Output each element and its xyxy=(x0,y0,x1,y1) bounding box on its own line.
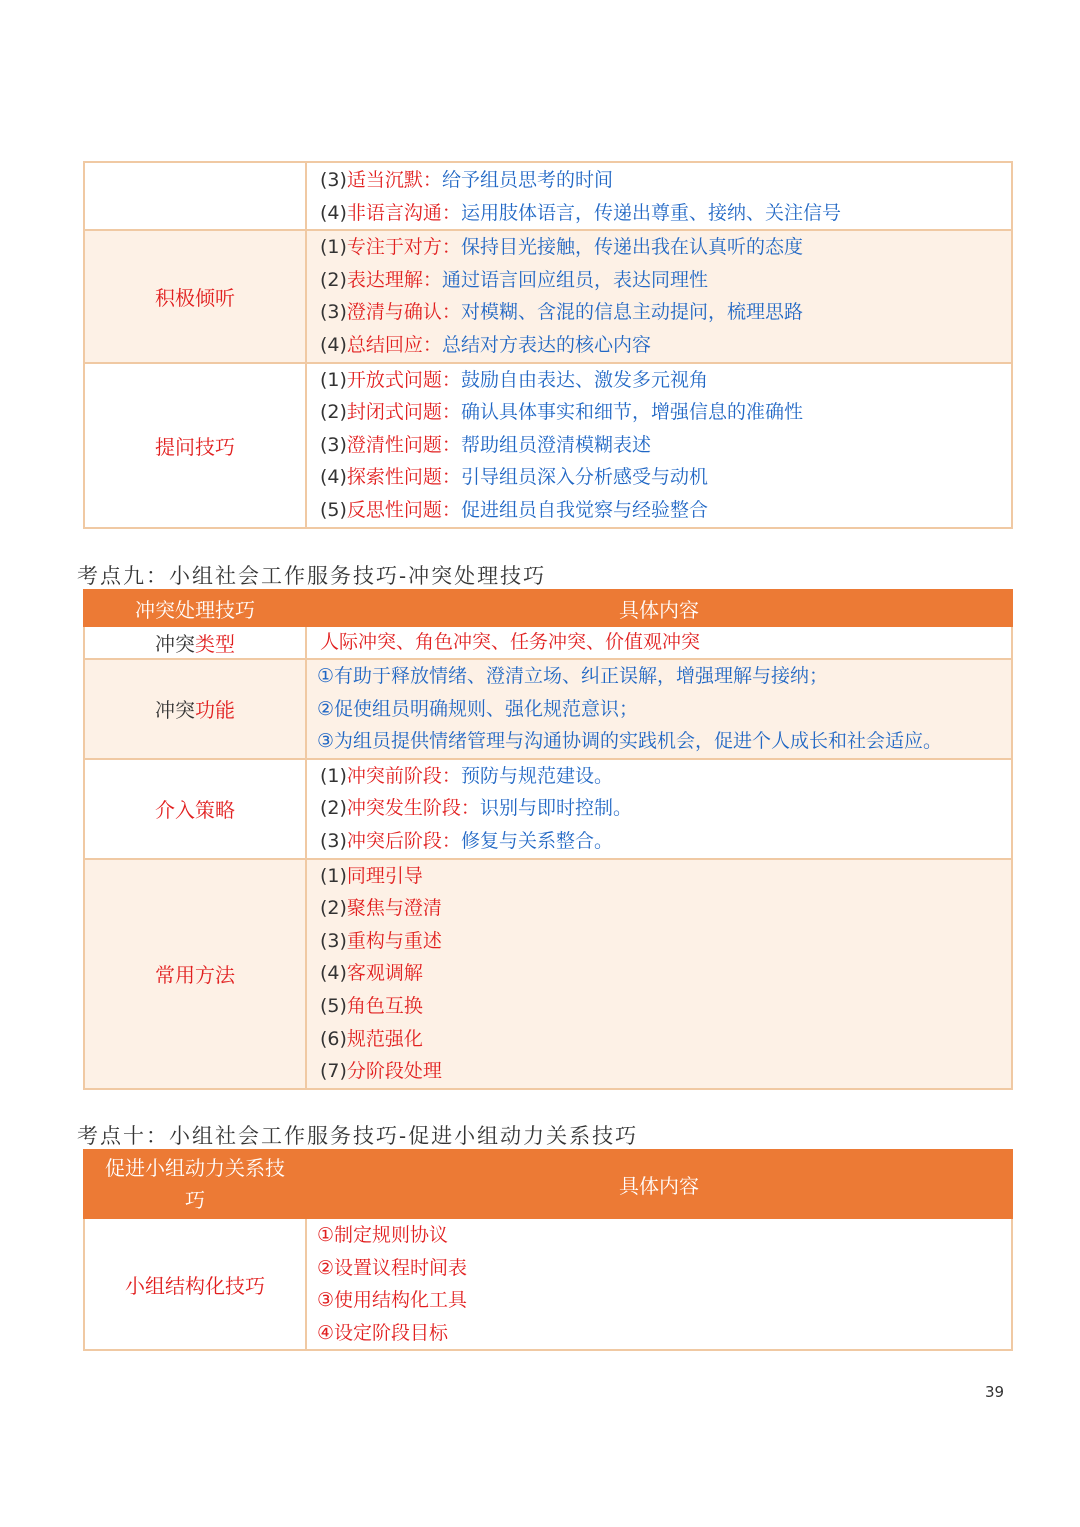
list-item: (6)规范强化 xyxy=(320,1027,423,1050)
list-item: (1)冲突前阶段：预防与规范建设。 xyxy=(320,764,613,787)
content-cell xyxy=(306,162,1012,230)
list-item: (2)表达理解：通过语言回应组员，表达同理性 xyxy=(320,268,708,291)
column-header: 具体内容 xyxy=(306,1150,1012,1218)
list-item: (4)非语言沟通：运用肢体语言，传递出尊重、接纳、关注信号 xyxy=(320,201,841,224)
empty-label-cell xyxy=(84,162,306,230)
page-number: 39 xyxy=(985,1383,1005,1401)
row-label-conflict-function: 冲突功能 xyxy=(84,659,306,759)
content-cell xyxy=(306,759,1012,859)
column-header: 冲突处理技巧 xyxy=(84,590,306,626)
content-cell xyxy=(306,859,1012,1089)
list-item: (2)封闭式问题：确认具体事实和细节，增强信息的准确性 xyxy=(320,401,803,424)
table-row xyxy=(84,759,1012,859)
content-cell xyxy=(306,230,1012,362)
conflict-handling-table xyxy=(83,589,1013,1090)
row-label-questioning: 提问技巧 xyxy=(84,363,306,528)
table-row xyxy=(84,162,1012,230)
table-row xyxy=(84,859,1012,1089)
list-item: (3)适当沉默：给予组员思考的时间 xyxy=(320,169,613,191)
list-item: ③为组员提供情绪管理与沟通协调的实践机会，促进个人成长和社会适应。 xyxy=(317,730,943,753)
table-header-row xyxy=(84,590,1012,626)
row-label-conflict-type: 冲突类型 xyxy=(84,626,306,659)
table-row xyxy=(84,230,1012,362)
list-item: (5)角色互换 xyxy=(320,994,423,1017)
list-item: ③使用结构化工具 xyxy=(317,1289,468,1312)
section-heading-9: 考点九：小组社会工作服务技巧-冲突处理技巧 xyxy=(77,564,547,588)
row-label-structuring: 小组结构化技巧 xyxy=(84,1218,306,1350)
list-item: (3)澄清性问题：帮助组员澄清模糊表述 xyxy=(320,433,651,456)
column-header: 具体内容 xyxy=(306,590,1012,626)
column-header: 促进小组动力关系技 巧 xyxy=(84,1150,306,1218)
table-row xyxy=(84,659,1012,759)
table-header-row xyxy=(84,1150,1012,1218)
group-dynamics-table xyxy=(83,1149,1013,1351)
table-row xyxy=(84,363,1012,528)
list-item: ②设置议程时间表 xyxy=(317,1256,468,1279)
conflict-types-text: 人际冲突、角色冲突、任务冲突、价值观冲突 xyxy=(320,631,701,653)
skills-table-continued xyxy=(83,161,1013,529)
list-item: ②促使组员明确规则、强化规范意识； xyxy=(317,697,639,720)
list-item: (2)聚焦与澄清 xyxy=(320,897,442,920)
list-item: (3)冲突后阶段：修复与关系整合。 xyxy=(320,829,613,852)
list-item: ①制定规则协议 xyxy=(317,1224,449,1246)
row-label-intervention: 介入策略 xyxy=(84,759,306,859)
row-label-common-methods: 常用方法 xyxy=(84,859,306,1089)
list-item: (1)同理引导 xyxy=(320,864,423,887)
list-item: (5)反思性问题：促进组员自我觉察与经验整合 xyxy=(320,498,708,521)
list-item: (1)专注于对方：保持目光接触，传递出我在认真听的态度 xyxy=(320,236,803,259)
section-heading-10: 考点十：小组社会工作服务技巧-促进小组动力关系技巧 xyxy=(77,1124,639,1148)
table-row xyxy=(84,626,1012,659)
content-cell xyxy=(306,363,1012,528)
list-item: (4)总结回应：总结对方表达的核心内容 xyxy=(320,333,651,356)
content-cell xyxy=(306,626,1012,659)
list-item: (4)客观调解 xyxy=(320,962,423,985)
list-item: ①有助于释放情绪、澄清立场、纠正误解，增强理解与接纳； xyxy=(317,665,829,687)
list-item: (3)重构与重述 xyxy=(320,929,442,952)
content-cell xyxy=(306,1218,1012,1350)
list-item: (3)澄清与确认：对模糊、含混的信息主动提问，梳理思路 xyxy=(320,301,803,324)
content-cell xyxy=(306,659,1012,759)
list-item: (7)分阶段处理 xyxy=(320,1060,442,1083)
table-row xyxy=(84,1218,1012,1350)
row-label-active-listening: 积极倾听 xyxy=(84,230,306,362)
list-item: (4)探索性问题：引导组员深入分析感受与动机 xyxy=(320,466,708,489)
list-item: (2)冲突发生阶段：识别与即时控制。 xyxy=(320,797,632,820)
list-item: (1)开放式问题：鼓励自由表达、激发多元视角 xyxy=(320,368,708,391)
list-item: ④设定阶段目标 xyxy=(317,1321,449,1344)
